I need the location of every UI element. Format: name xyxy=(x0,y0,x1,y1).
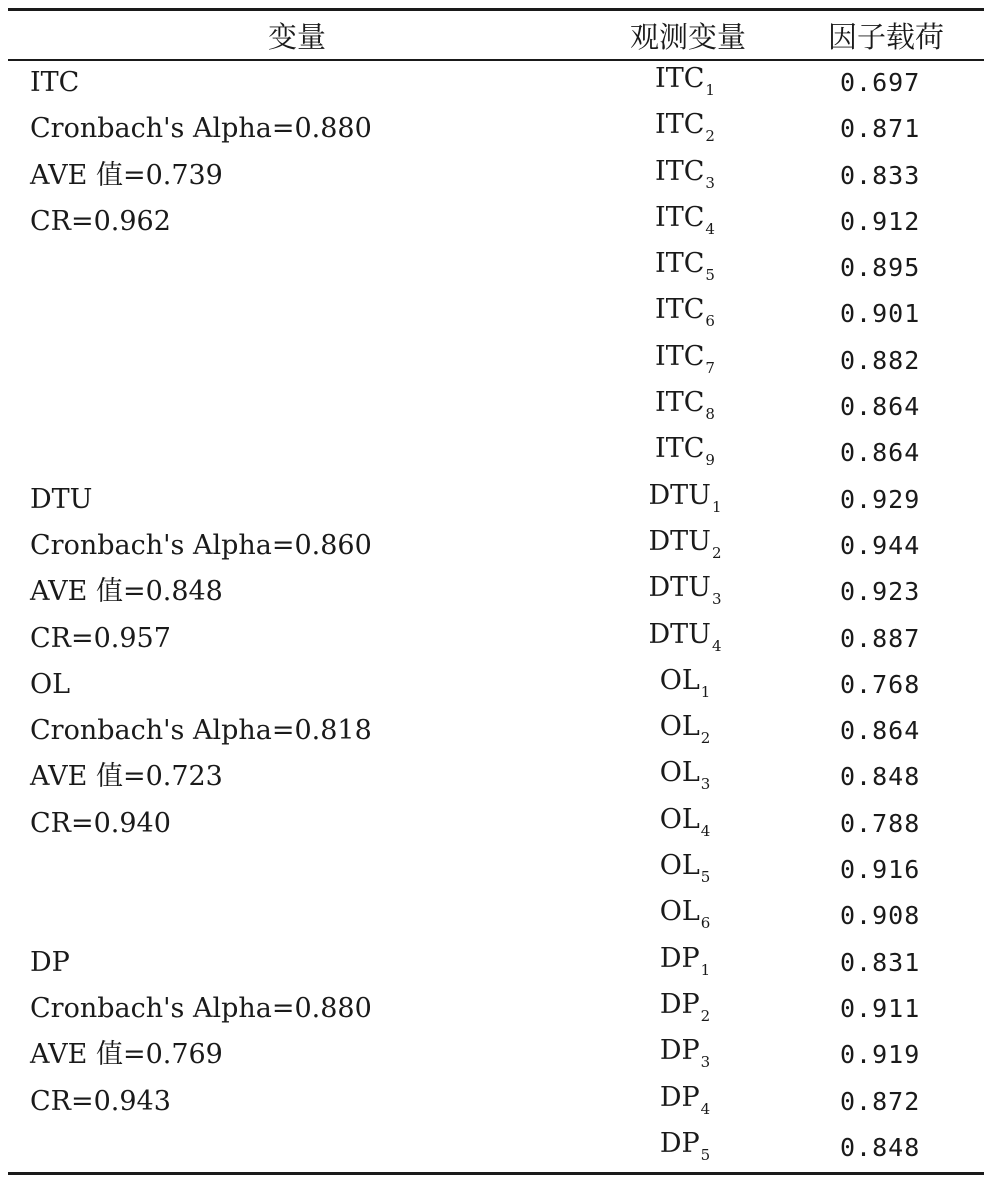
observed-variable-base: ITC xyxy=(655,433,705,465)
observed-variable-index: 4 xyxy=(705,219,715,238)
cronbach-alpha: Cronbach's Alpha=0.818 xyxy=(30,715,372,747)
observed-variable xyxy=(610,758,760,799)
table-row xyxy=(0,245,992,291)
observed-variable-index: 4 xyxy=(711,636,722,655)
observed-variable-index: 3 xyxy=(700,1053,711,1072)
observed-variable xyxy=(610,157,760,198)
observed-variable xyxy=(610,249,760,290)
observed-variable-base: DTU xyxy=(648,572,711,604)
observed-variable-index: 8 xyxy=(705,405,715,424)
table-header xyxy=(0,12,992,58)
factor-loading-value: 0.895 xyxy=(840,253,921,283)
observed-variable-index: 3 xyxy=(700,775,711,794)
header-variable: 变量 xyxy=(267,20,326,54)
observed-variable xyxy=(610,527,760,568)
observed-variable xyxy=(610,944,760,985)
factor-loading-value: 0.848 xyxy=(840,1132,921,1162)
observed-variable xyxy=(610,295,760,336)
observed-variable-base: DP xyxy=(659,942,700,974)
observed-variable xyxy=(610,851,760,892)
observed-variable-base: OL xyxy=(659,664,700,696)
table-row xyxy=(0,754,992,800)
observed-variable-base: OL xyxy=(659,850,700,882)
observed-variable xyxy=(610,1083,760,1124)
table-row xyxy=(0,338,992,384)
factor-loading-value: 0.929 xyxy=(840,484,921,514)
ave-value: AVE 值=0.723 xyxy=(30,761,223,793)
observed-variable xyxy=(610,110,760,151)
factor-loading-value: 0.833 xyxy=(840,160,921,190)
factor-loading-value: 0.848 xyxy=(840,762,921,792)
observed-variable-base: DTU xyxy=(648,618,711,650)
observed-variable xyxy=(610,481,760,522)
observed-variable-index: 2 xyxy=(700,729,711,748)
observed-variable-base: ITC xyxy=(655,248,705,280)
factor-loading-value: 0.831 xyxy=(840,947,921,977)
table-row xyxy=(0,986,992,1032)
table-row xyxy=(0,662,992,708)
observed-variable-base: DP xyxy=(659,988,700,1020)
observed-variable-base: DP xyxy=(659,1035,700,1067)
observed-variable-base: ITC xyxy=(655,201,705,233)
observed-variable-index: 7 xyxy=(705,358,715,377)
observed-variable xyxy=(610,388,760,429)
observed-variable xyxy=(610,64,760,105)
variable-name: OL xyxy=(30,668,71,700)
observed-variable-base: DP xyxy=(659,1127,700,1159)
observed-variable xyxy=(610,805,760,846)
observed-variable xyxy=(610,203,760,244)
observed-variable-index: 4 xyxy=(700,1099,711,1118)
factor-loading-value: 0.908 xyxy=(840,901,921,931)
table-row xyxy=(0,523,992,569)
observed-variable-base: OL xyxy=(659,711,700,743)
table-row xyxy=(0,199,992,245)
table-row xyxy=(0,1032,992,1078)
ave-value: AVE 值=0.769 xyxy=(30,1039,223,1071)
observed-variable-base: ITC xyxy=(655,63,705,94)
factor-loading-value: 0.871 xyxy=(840,114,921,144)
factor-loading-value: 0.768 xyxy=(840,669,921,699)
observed-variable-index: 1 xyxy=(711,497,722,516)
variable-name: DP xyxy=(30,946,70,978)
table-row xyxy=(0,384,992,430)
factor-loading-value: 0.882 xyxy=(840,345,921,375)
factor-loading-value: 0.864 xyxy=(840,716,921,746)
header-observed-variable: 观测变量 xyxy=(629,20,746,54)
table-row xyxy=(0,616,992,662)
observed-variable-base: ITC xyxy=(655,109,705,141)
cr-value: CR=0.943 xyxy=(30,1085,171,1117)
observed-variable-index: 1 xyxy=(700,682,711,701)
table-row xyxy=(0,708,992,754)
observed-variable-index: 5 xyxy=(700,1145,711,1164)
observed-variable-index: 3 xyxy=(705,173,715,192)
cr-value: CR=0.940 xyxy=(30,807,171,839)
observed-variable xyxy=(610,434,760,475)
observed-variable-base: ITC xyxy=(655,387,705,419)
observed-variable-base: ITC xyxy=(655,294,705,326)
table-row xyxy=(0,153,992,199)
ave-value: AVE 值=0.739 xyxy=(30,159,223,191)
factor-loading-value: 0.912 xyxy=(840,206,921,236)
observed-variable xyxy=(610,990,760,1031)
factor-loading-value: 0.887 xyxy=(840,623,921,653)
ave-value: AVE 值=0.848 xyxy=(30,576,223,608)
table-row xyxy=(0,940,992,986)
observed-variable-index: 2 xyxy=(705,127,715,146)
table-row xyxy=(0,1079,992,1125)
table-row xyxy=(0,291,992,337)
table-bottom-rule xyxy=(8,1172,984,1175)
factor-loading-value: 0.872 xyxy=(840,1086,921,1116)
observed-variable-index: 2 xyxy=(711,543,722,562)
factor-loading-value: 0.697 xyxy=(840,68,921,97)
observed-variable xyxy=(610,573,760,614)
table-row xyxy=(0,801,992,847)
table-top-rule xyxy=(8,8,984,11)
factor-loading-value: 0.911 xyxy=(840,993,921,1023)
observed-variable-base: DTU xyxy=(648,479,711,511)
factor-loading-value: 0.919 xyxy=(840,1040,921,1070)
factor-loading-value: 0.864 xyxy=(840,392,921,422)
observed-variable-base: OL xyxy=(659,803,700,835)
table-row xyxy=(0,60,992,106)
table-row xyxy=(0,847,992,893)
observed-variable xyxy=(610,1036,760,1077)
observed-variable-base: OL xyxy=(659,757,700,789)
observed-variable-index: 5 xyxy=(700,868,711,887)
observed-variable-base: DP xyxy=(659,1081,700,1113)
observed-variable-index: 1 xyxy=(700,960,711,979)
observed-variable-index: 6 xyxy=(705,312,715,331)
observed-variable-base: ITC xyxy=(655,340,705,372)
observed-variable-index: 4 xyxy=(700,821,711,840)
observed-variable-index: 1 xyxy=(705,81,715,99)
factor-loading-value: 0.916 xyxy=(840,855,921,885)
variable-name: DTU xyxy=(30,483,93,515)
observed-variable xyxy=(610,897,760,938)
observed-variable-index: 9 xyxy=(705,451,715,470)
cronbach-alpha: Cronbach's Alpha=0.880 xyxy=(30,992,372,1024)
observed-variable-index: 6 xyxy=(700,914,711,933)
observed-variable xyxy=(610,666,760,707)
factor-loading-value: 0.901 xyxy=(840,299,921,329)
table-row xyxy=(0,1125,992,1171)
cr-value: CR=0.962 xyxy=(30,205,171,237)
table-row xyxy=(0,569,992,615)
factor-loading-value: 0.923 xyxy=(840,577,921,607)
observed-variable-base: OL xyxy=(659,896,700,928)
observed-variable-index: 2 xyxy=(700,1006,711,1025)
observed-variable-index: 3 xyxy=(711,590,722,609)
observed-variable xyxy=(610,620,760,661)
table-row xyxy=(0,106,992,152)
observed-variable xyxy=(610,1129,760,1170)
variable-name: ITC xyxy=(30,67,80,98)
factor-loading-value: 0.788 xyxy=(840,808,921,838)
header-factor-loading: 因子载荷 xyxy=(827,20,944,54)
observed-variable-base: DTU xyxy=(648,525,711,557)
observed-variable xyxy=(610,342,760,383)
observed-variable-index: 5 xyxy=(705,266,715,285)
cronbach-alpha: Cronbach's Alpha=0.860 xyxy=(30,529,372,561)
table-row xyxy=(0,477,992,523)
table-row xyxy=(0,893,992,939)
observed-variable xyxy=(610,712,760,753)
cr-value: CR=0.957 xyxy=(30,622,171,654)
factor-loading-value: 0.944 xyxy=(840,530,921,560)
table-row xyxy=(0,430,992,476)
factor-loading-value: 0.864 xyxy=(840,438,921,468)
observed-variable-base: ITC xyxy=(655,155,705,187)
cronbach-alpha: Cronbach's Alpha=0.880 xyxy=(30,113,372,145)
